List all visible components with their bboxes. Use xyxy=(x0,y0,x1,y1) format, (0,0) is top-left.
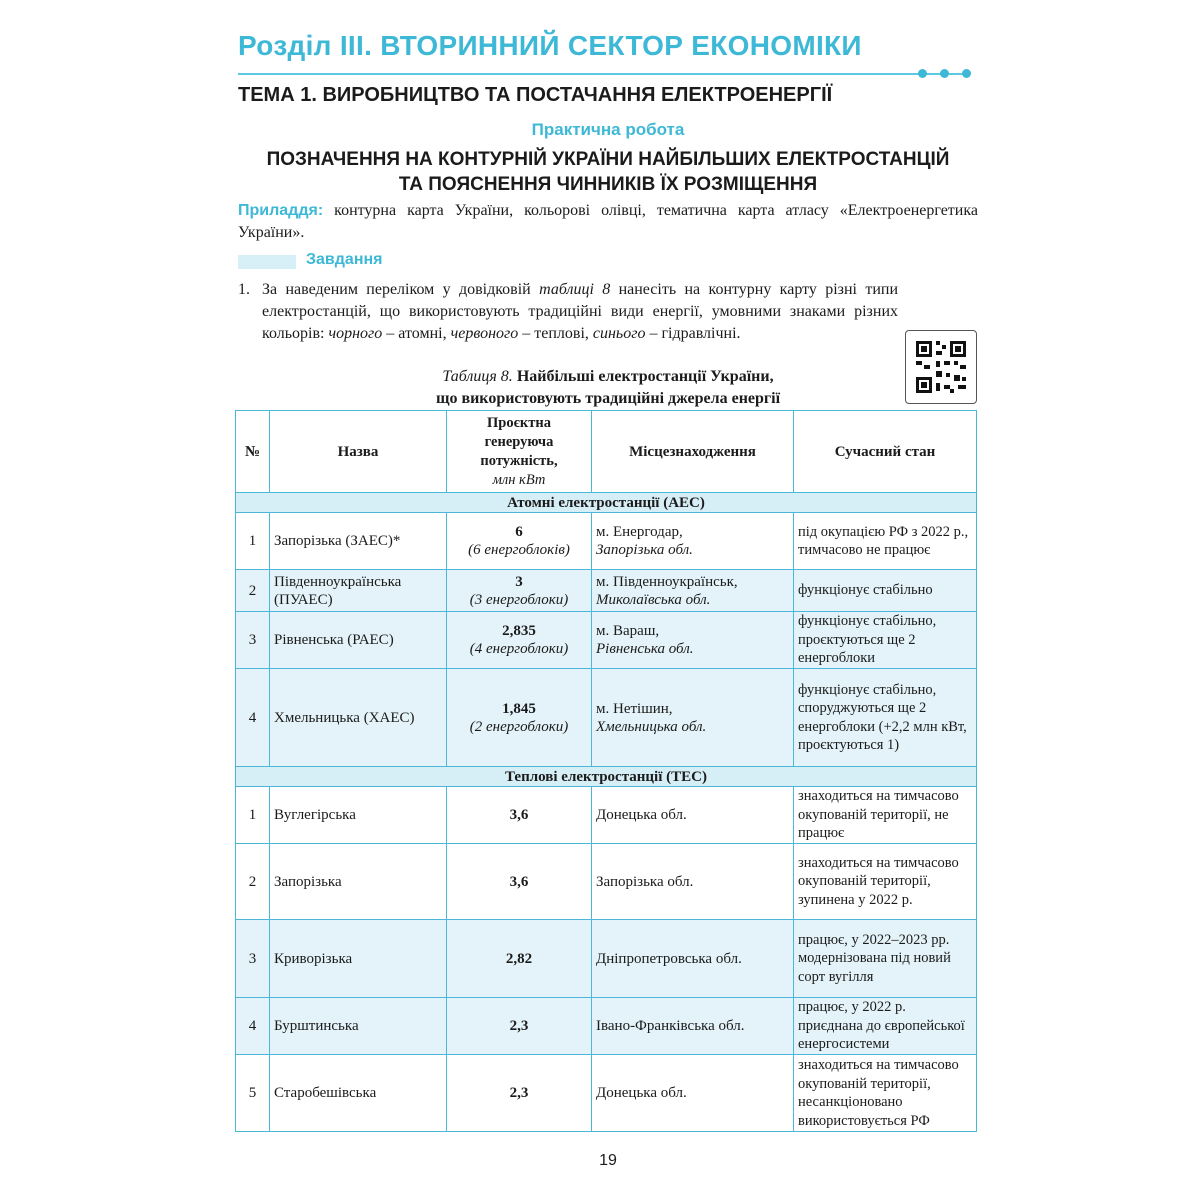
task-color-black: чорного xyxy=(328,325,383,342)
cell-name: Бурштинська xyxy=(270,998,447,1055)
cell-status: знаходиться на тимчасово окупованій території, зупинена у 2022 р. xyxy=(794,844,977,920)
group-row-tes xyxy=(236,767,977,787)
header-capacity xyxy=(447,411,592,493)
header-capacity-unit: млн кВт xyxy=(492,471,546,488)
table-caption-label: Таблиця 8. xyxy=(442,368,513,385)
topic-title: ТЕМА 1. ВИРОБНИЦТВО ТА ПОСТАЧАННЯ ЕЛЕКТРОЕНЕРГІЇ xyxy=(238,84,833,106)
practical-label: Практична робота xyxy=(531,120,685,139)
cell-status: працює, у 2022–2023 рр. модернізована під новий сорт вугілля xyxy=(794,920,977,998)
location-region: Запорізька обл. xyxy=(596,542,693,558)
task-heading-bar xyxy=(238,255,296,269)
table-row xyxy=(236,513,977,570)
capacity-value: 3,6 xyxy=(509,873,529,890)
cell-name: Вуглегірська xyxy=(270,787,447,844)
capacity-value: 2,82 xyxy=(505,950,533,967)
section-title: Розділ ІІІ. ВТОРИННИЙ СЕКТОР ЕКОНОМІКИ xyxy=(238,30,862,61)
cell-location: Запорізька обл. xyxy=(592,844,794,920)
cell-status: функціонує стабільно xyxy=(794,570,977,612)
capacity-value: 2,3 xyxy=(509,1018,529,1034)
location-region: Хмельницька обл. xyxy=(596,718,707,735)
cell-capacity xyxy=(447,920,592,998)
cell-name: Хмельницька (ХАЕС) xyxy=(270,669,447,767)
cell-status: працює, у 2022 р. приєднана до європейської енергосистеми xyxy=(794,998,977,1055)
capacity-units: (6 енергоблоків) xyxy=(468,542,570,558)
header-capacity-line: потужність, xyxy=(480,452,558,469)
task-text-part: – гідравлічні. xyxy=(645,325,741,342)
cell-status: знаходиться на тимчасово окупованій території, несанкціоновано використовується РФ xyxy=(794,1055,977,1132)
task-heading: Завдання xyxy=(306,251,383,268)
task-text-part: – атомні, xyxy=(382,325,451,342)
cell-name: Рівненська (РАЕС) xyxy=(270,612,447,669)
cell-capacity xyxy=(447,1055,592,1132)
cell-capacity xyxy=(447,669,592,767)
table-header-row xyxy=(236,411,977,493)
task-text-part: нанесіть на контурну карту різні типи електростанцій, що використовують традиційні види енергії, умовними знаками різних кольорів: xyxy=(262,281,899,342)
location-region: Рівненська обл. xyxy=(596,641,694,657)
cell-location: Донецька обл. xyxy=(592,787,794,844)
capacity-value: 1,845 xyxy=(502,700,536,717)
cell-name: Запорізька (ЗАЕС)* xyxy=(270,513,447,570)
group-label: Теплові електростанції (ТЕС) xyxy=(236,767,977,787)
cell-location xyxy=(592,513,794,570)
task-text-part: За наведеним переліком у довідковій xyxy=(262,281,540,298)
cell-location: Дніпропетровська обл. xyxy=(592,920,794,998)
table-row xyxy=(236,570,977,612)
cell-no: 5 xyxy=(236,1055,270,1132)
capacity-units: (4 енергоблоки) xyxy=(469,641,569,657)
cell-capacity xyxy=(447,513,592,570)
group-row-aes xyxy=(236,493,977,513)
header-rule xyxy=(238,73,968,75)
location-city: м. Вараш, xyxy=(596,623,660,639)
table-row xyxy=(236,787,977,844)
cell-status: під окупацією РФ з 2022 р., тимчасово не працює xyxy=(794,513,977,570)
cell-status: знаходиться на тимчасово окупованій території, не працює xyxy=(794,787,977,844)
work-title-line: ТА ПОЯСНЕННЯ ЧИННИКІВ ЇХ РОЗМІЩЕННЯ xyxy=(398,174,818,195)
cell-name: Криворізька xyxy=(270,920,447,998)
capacity-units: (3 енергоблоки) xyxy=(469,591,569,608)
cell-name: Запорізька xyxy=(270,844,447,920)
tools-paragraph xyxy=(238,200,978,244)
capacity-value: 6 xyxy=(515,524,523,540)
table-row xyxy=(236,844,977,920)
header-capacity-line: Проєктна xyxy=(487,414,551,431)
cell-location xyxy=(592,669,794,767)
cell-capacity xyxy=(447,612,592,669)
cell-name: Південноукраїнська (ПУАЕС) xyxy=(270,570,447,612)
task-table-ref: таблиці 8 xyxy=(539,281,611,298)
cell-no: 1 xyxy=(236,787,270,844)
location-region: Миколаївська обл. xyxy=(596,591,711,608)
header-status: Сучасний стан xyxy=(794,411,977,493)
location-city: м. Енергодар, xyxy=(596,524,683,540)
header-name: Назва xyxy=(270,411,447,493)
cell-location xyxy=(592,612,794,669)
table-row xyxy=(236,612,977,669)
table-caption-line: що використовують традиційні джерела енергії xyxy=(435,390,781,407)
cell-no: 2 xyxy=(236,844,270,920)
work-title-line: ПОЗНАЧЕННЯ НА КОНТУРНІЙ УКРАЇНИ НАЙБІЛЬШИХ ЕЛЕКТРОСТАНЦІЙ xyxy=(266,149,950,170)
table-row xyxy=(236,669,977,767)
cell-location xyxy=(592,570,794,612)
location-city: м. Нетішин, xyxy=(596,700,673,717)
cell-no: 3 xyxy=(236,612,270,669)
cell-capacity xyxy=(447,570,592,612)
cell-no: 4 xyxy=(236,998,270,1055)
cell-location: Івано-Франківська обл. xyxy=(592,998,794,1055)
table-row xyxy=(236,1055,977,1132)
cell-no: 1 xyxy=(236,513,270,570)
capacity-value: 2,3 xyxy=(509,1085,529,1101)
task-text xyxy=(238,279,898,345)
table-row xyxy=(236,998,977,1055)
decor-dot xyxy=(918,69,927,78)
table-row xyxy=(236,920,977,998)
task-color-red: червоного xyxy=(450,325,519,342)
table-caption xyxy=(238,366,978,388)
cell-capacity xyxy=(447,844,592,920)
header-location: Місцезнаходження xyxy=(592,411,794,493)
location-city: м. Південноукраїнськ, xyxy=(596,573,738,590)
table-caption-text: Найбільші електростанції України, xyxy=(512,368,774,385)
tools-label: Приладдя: xyxy=(238,202,324,219)
header-no: № xyxy=(236,411,270,493)
power-plants-table xyxy=(235,410,977,1132)
page-number: 19 xyxy=(599,1152,617,1169)
task-text-part: – теплові, xyxy=(518,325,593,342)
cell-no: 3 xyxy=(236,920,270,998)
work-title xyxy=(238,147,978,197)
capacity-value: 3,6 xyxy=(509,807,529,823)
decor-dot xyxy=(940,69,949,78)
cell-status: функціонує стабільно, проєктуються ще 2 енергоблоки xyxy=(794,612,977,669)
task-number: 1. xyxy=(238,281,250,298)
cell-no: 4 xyxy=(236,669,270,767)
cell-capacity xyxy=(447,998,592,1055)
cell-location: Донецька обл. xyxy=(592,1055,794,1132)
header-capacity-line: генеруюча xyxy=(484,433,554,450)
cell-capacity xyxy=(447,787,592,844)
capacity-value: 3 xyxy=(515,573,523,590)
capacity-value: 2,835 xyxy=(502,623,536,639)
cell-name: Старобешівська xyxy=(270,1055,447,1132)
group-label: Атомні електростанції (АЕС) xyxy=(236,493,977,513)
decor-dot xyxy=(962,69,971,78)
capacity-units: (2 енергоблоки) xyxy=(469,718,569,735)
task-color-blue: синього xyxy=(592,325,646,342)
tools-text: контурна карта України, кольорові олівці, тематична карта атласу «Електроенергетика України». xyxy=(238,202,978,241)
cell-no: 2 xyxy=(236,570,270,612)
cell-status: функціонує стабільно, споруджуються ще 2 енергоблоки (+2,2 млн кВт, проєктуються 1) xyxy=(794,669,977,767)
